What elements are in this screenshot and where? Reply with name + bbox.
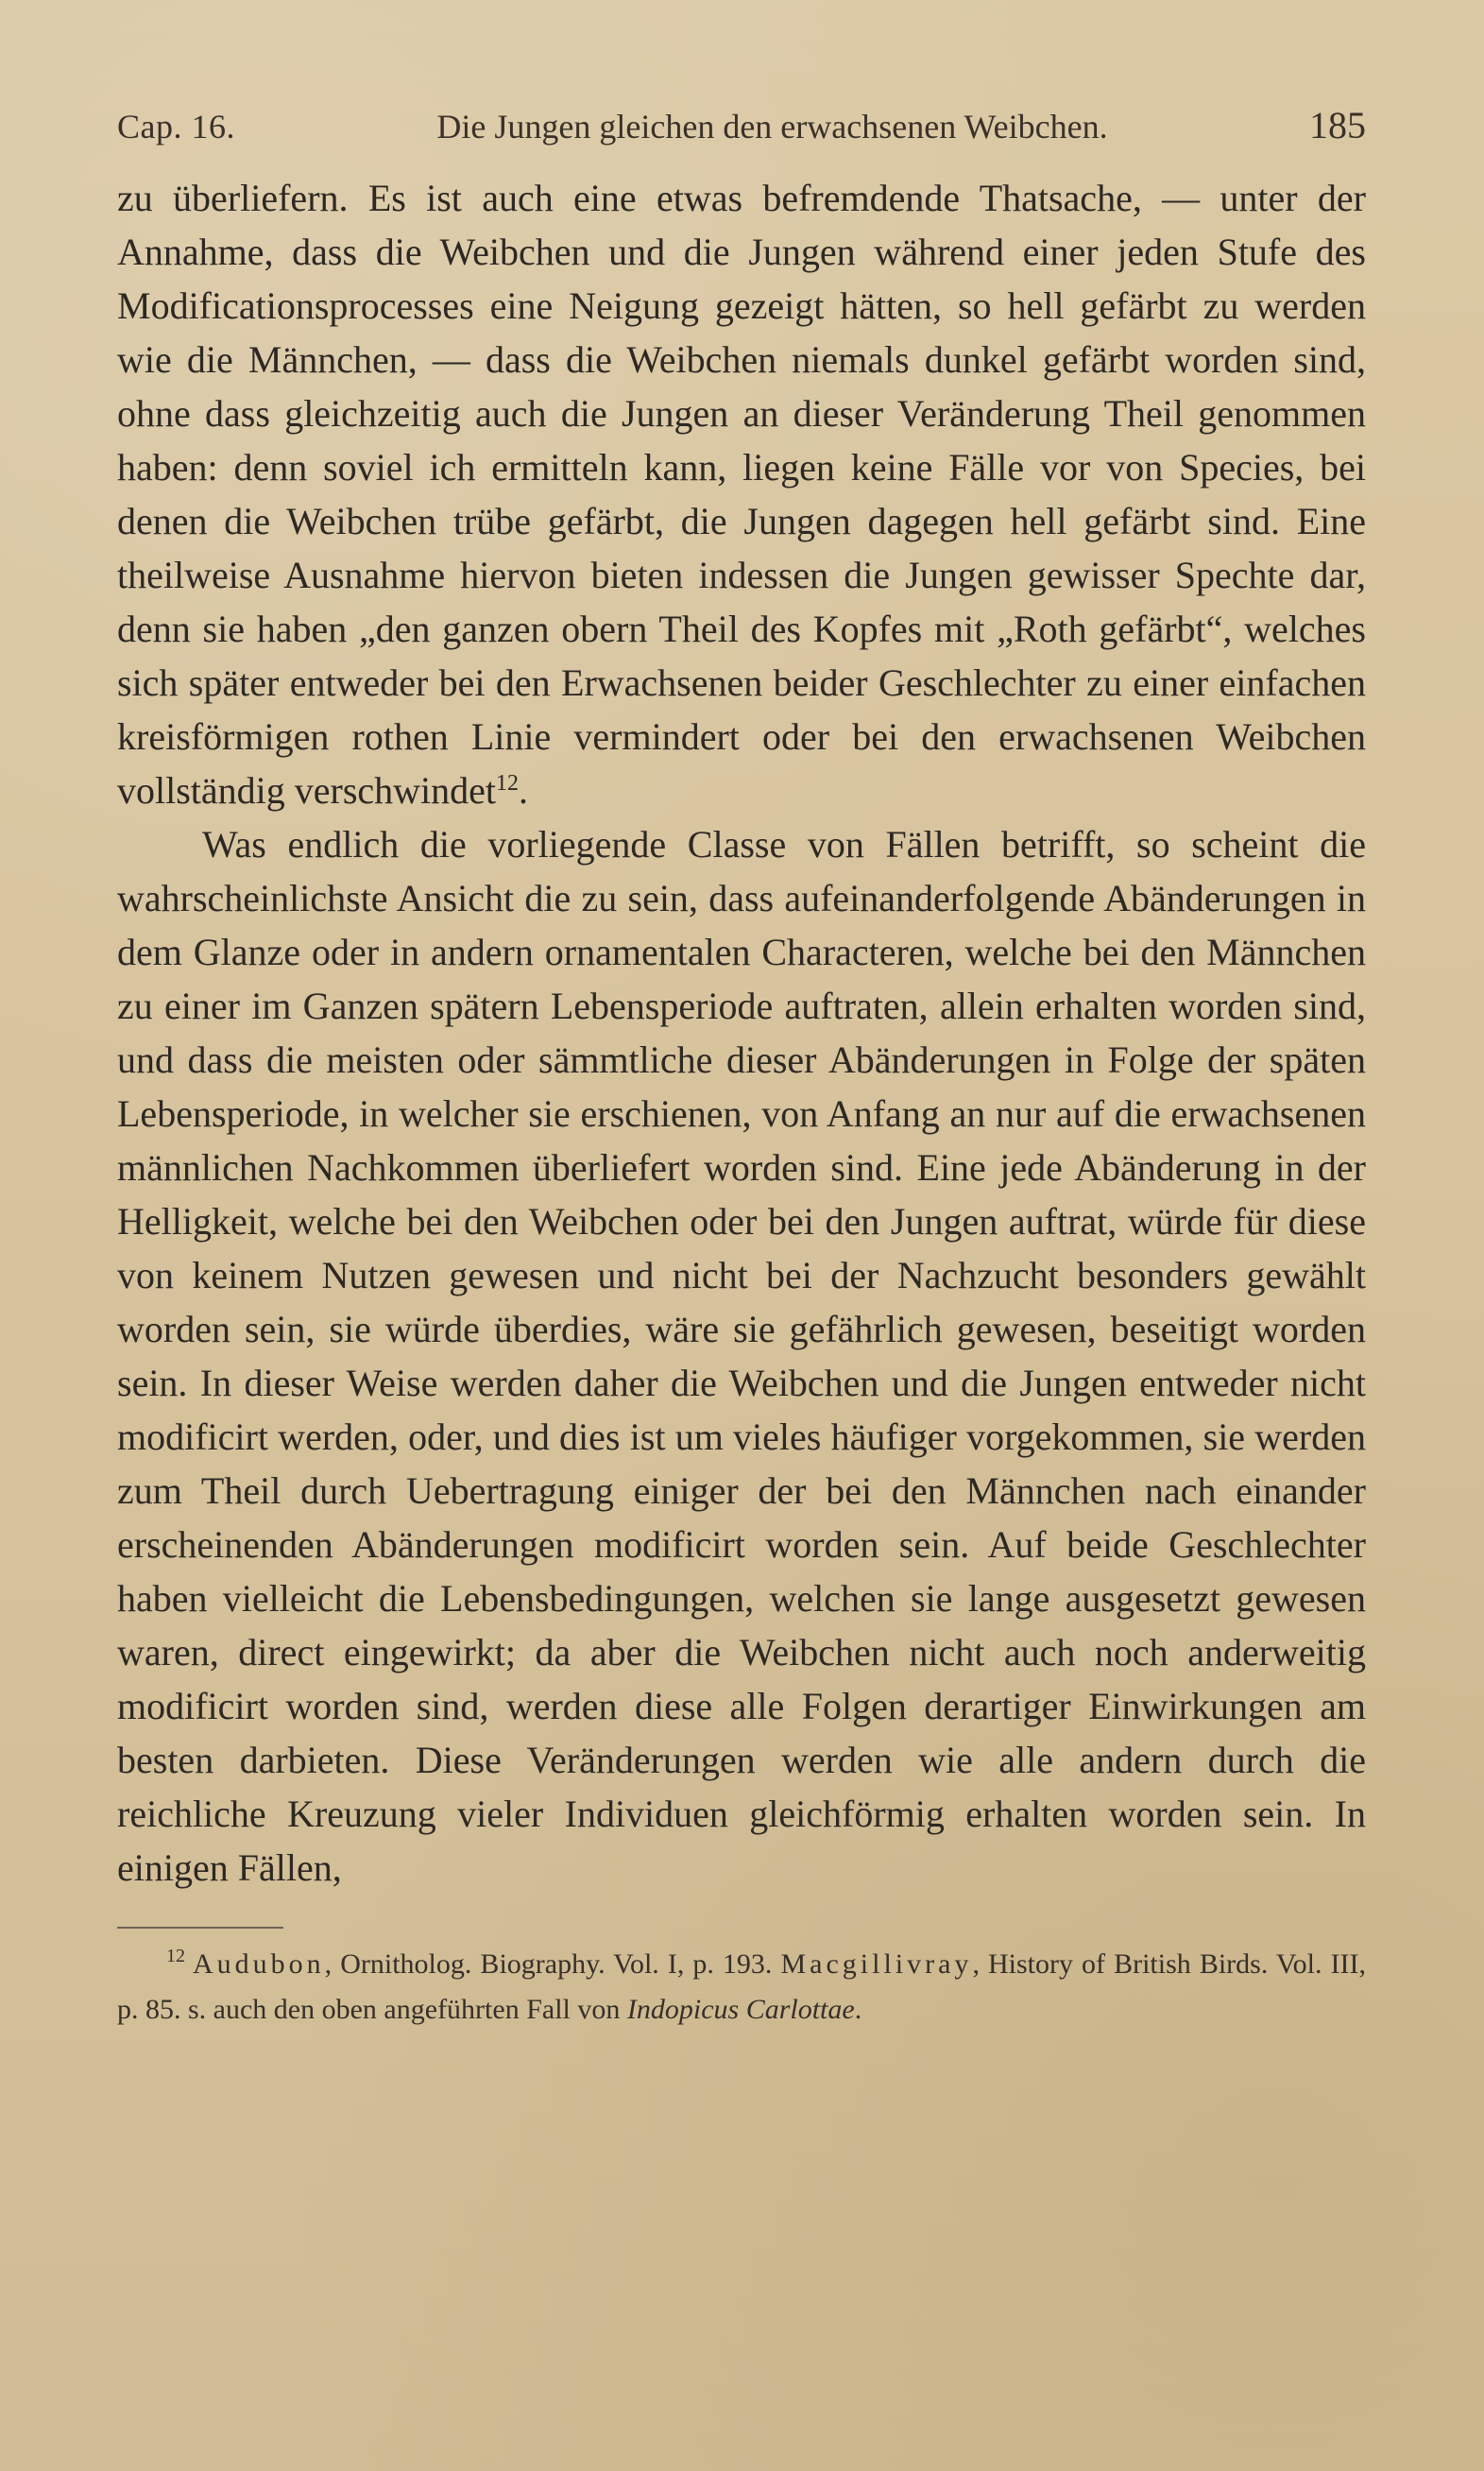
- footnote-end: .: [854, 1994, 862, 2025]
- paragraph-1-text: zu überliefern. Es ist auch eine etwas befremdende Thatsache, — unter der Annahme, dass die Weibchen und die Jungen während einer jeden Stufe des Modificationsprocesses eine Neigung gezeigt hätten, so hell gefärbt zu werden wie die Männchen, — dass die Weibchen niemals dunkel gefärbt worden sind, ohne dass gleichzeitig auch die Jungen an dieser Veränderung Theil genommen haben: denn soviel ich ermitteln kann, liegen keine Fälle vor von Species, bei denen die Weibchen trübe gefärbt, die Jungen dagegen hell gefärbt sind. Eine theilweise Ausnahme hiervon bieten indessen die Jungen gewisser Spechte dar, denn sie haben „den ganzen obern Theil des Kopfes mit „Roth gefärbt“, welches sich später entweder bei den Erwachsenen beider Geschlechter zu einer einfachen kreisförmigen rothen Linie vermindert oder bei den erwachsenen Weibchen vollständig verschwindet: [117, 177, 1366, 812]
- page-content: [117, 102, 1366, 2033]
- footnote-citation-2: , History of British Birds. Vol. III, p. 85. s. auch den oben angeführten Fall von: [117, 1948, 1366, 2025]
- chapter-label: Cap. 16.: [117, 108, 235, 146]
- running-title: Die Jungen gleichen den erwachsenen Weibchen.: [436, 108, 1108, 146]
- paragraph-1: [117, 171, 1366, 817]
- paragraph-1-end: .: [519, 769, 529, 812]
- running-header: [117, 102, 1366, 150]
- main-text: [117, 171, 1366, 1895]
- footnote-author-2: Macgillivray: [780, 1948, 973, 1980]
- footnote-divider: [117, 1927, 283, 1929]
- footnote: [117, 1942, 1366, 2033]
- footnote-mark: 12: [166, 1946, 185, 1966]
- footnote-reference[interactable]: 12: [496, 771, 520, 796]
- footnote-citation-1: , Ornitholog. Biography. Vol. I, p. 193.: [324, 1948, 781, 1980]
- paragraph-2: Was endlich die vorliegende Classe von Fällen betrifft, so scheint die wahrscheinlichste Ansicht die zu sein, dass aufeinanderfolgende Abänderungen in dem Glanze oder in andern ornamentalen Characteren, welche bei den Männchen zu einer im Ganzen spätern Lebensperiode auftraten, allein erhalten worden sind, und dass die meisten oder sämmtliche dieser Abänderungen in Folge der späten Lebensperiode, in welcher sie erschienen, von Anfang an nur auf die erwachsenen männlichen Nachkommen überliefert worden sind. Eine jede Abänderung in der Helligkeit, welche bei den Weibchen oder bei den Jungen auftrat, würde für diese von keinem Nutzen gewesen und nicht bei der Nachzucht besonders gewählt worden sein, sie würde überdies, wäre sie gefährlich gewesen, beseitigt worden sein. In dieser Weise werden daher die Weibchen und die Jungen entweder nicht modificirt werden, oder, und dies ist um vieles häufiger vorgekommen, sie werden zum Theil durch Uebertragung einiger der bei den Männchen nach einander erscheinenden Abänderungen modificirt worden sein. Auf beide Geschlechter haben vielleicht die Lebensbedingungen, welchen sie lange ausgesetzt gewesen waren, direct eingewirkt; da aber die Weibchen nicht auch noch anderweitig modificirt worden sind, werden diese alle Folgen derartiger Einwirkungen am besten darbieten. Diese Veränderungen werden wie alle andern durch die reichliche Kreuzung vieler Individuen gleichförmig erhalten worden sein. In einigen Fällen,: [117, 823, 1366, 1889]
- footnote-species: Indopicus Carlottae: [626, 1994, 855, 2025]
- page-number: 185: [1309, 104, 1366, 146]
- footnote-author-1: Audubon: [193, 1948, 325, 1980]
